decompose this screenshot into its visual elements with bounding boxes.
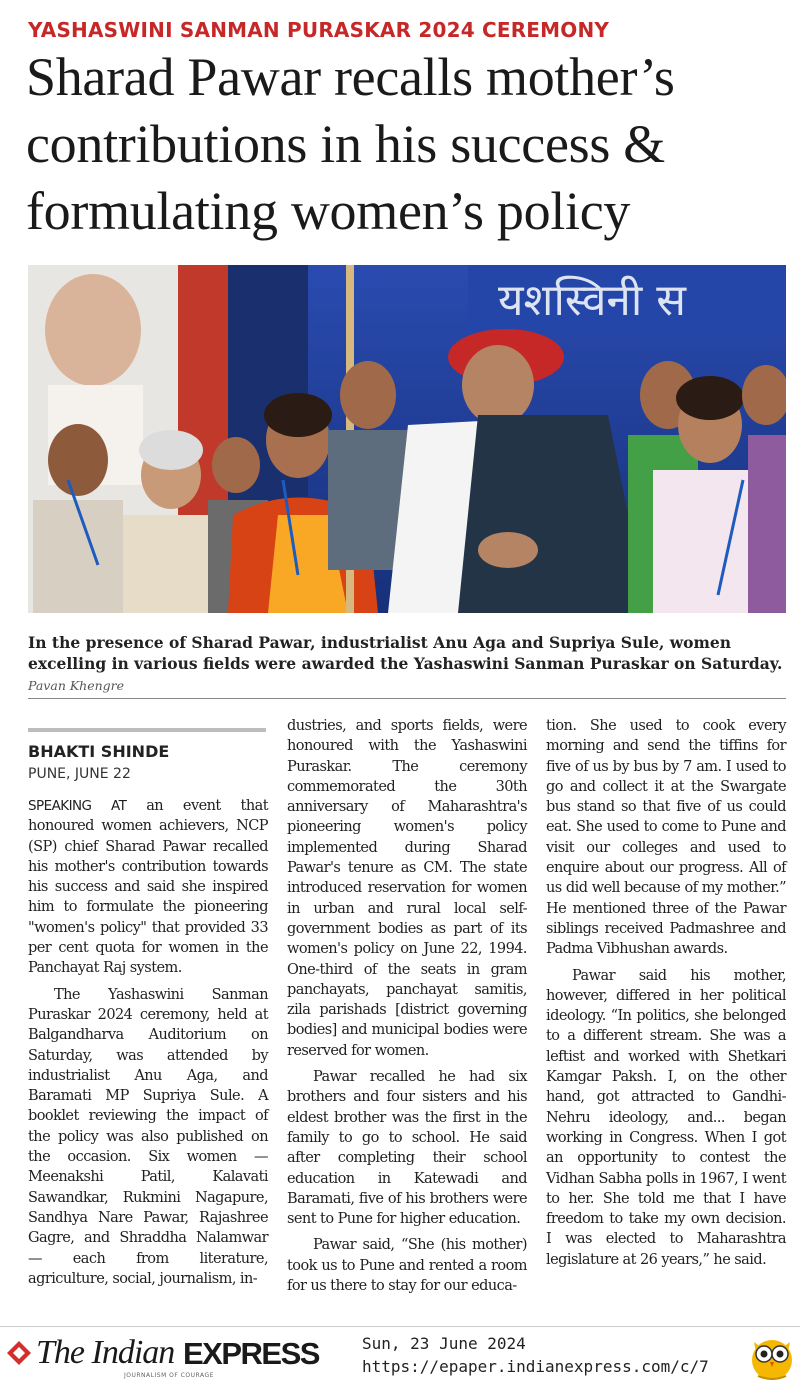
logo-tagline: JOURNALISM OF COURAGE bbox=[124, 1372, 214, 1379]
paragraph: SPEAKING AT an event that honoured women achievers, NCP (SP) chief Sharad Pawar recalled his mother's contribution towards his success and said she inspired him to formulate the pioneering "women's policy" that provided 33 per cent quota for women in the Panchayat Raj system. bbox=[28, 798, 268, 977]
paragraph: dustries, and sports fields, were honoured with the Yashaswini Puraskar. The ceremony commemorated the 30th anniversary of Maharashtra's pioneering women's policy implemented during Sharad Pawar's tenure as CM. The state introduced reservation for women in urban and rural local self-government bodies as part of its women's policy on June 22, 1994. One-third of the seats in gram panchayats, panchayat samitis, zila parishads [district governing bodies] and municipal bodies were reserved for women. bbox=[287, 718, 527, 1059]
headline: Sharad Pawar recalls mother’s contributions in his success & formulating women’s policy bbox=[26, 47, 675, 241]
footer-divider bbox=[0, 1326, 800, 1327]
paragraph: tion. She used to cook every morning and send the tiffins for five of us by bus by 7 am. I used to go and collect it at the Swargate bus stand so that five of us could eat. She used to come to Pune and visit our colleges and used to enquire about our progress. All of us did well because of my mother.” He mentioned three of the Pawar siblings received Padmashree and Padma Vibhushan awards. bbox=[546, 718, 786, 958]
news-photo bbox=[28, 265, 786, 613]
caption-divider bbox=[28, 698, 786, 699]
paragraph: Pawar recalled he had six brothers and four sisters and his eldest brother was the first in the family to go to school. He said after completing their school education in Katewadi and Baramati, five of his brothers were sent to Pune for higher education. bbox=[287, 1069, 527, 1228]
byline: BHAKTI SHINDE bbox=[28, 742, 170, 761]
byline-divider bbox=[28, 728, 266, 732]
article-column-2 bbox=[287, 716, 527, 1296]
section-kicker: YASHASWINI SANMAN PURASKAR 2024 CEREMONY bbox=[28, 18, 610, 42]
logo-the-indian: The Indian bbox=[36, 1334, 175, 1371]
photo-credit: Pavan Khengre bbox=[28, 678, 125, 693]
lead-in: SPEAKING AT bbox=[28, 798, 127, 814]
paragraph: Pawar said, “She (his mother) took us to Pune and rented a room for us there to stay for our educa- bbox=[287, 1237, 527, 1295]
paragraph: The Yashaswini Sanman Puraskar 2024 ceremony, held at Balgandharva Auditorium on Saturday, was attended by industrialist Anu Aga, and Baramati MP Supriya Sule. A booklet reviewing the impact of the policy was also published on the occasion. Six women — Meenakshi Patil, Kalavati Sawandkar, Rukmini Nagapure, Sandhya Nare Pawar, Rajashree Gagre, and Shraddha Nalamwar — each from literature, agriculture, social, journalism, in- bbox=[28, 986, 268, 1287]
caption-text: In the presence of Sharad Pawar, industrialist Anu Aga and Supriya Sule, women excelling in various fields were awarded the Yashaswini Sanman Puraskar on Saturday. bbox=[28, 633, 783, 673]
paragraph: Pawar said his mother, however, differed in her political ideology. “In politics, she belonged to a different stream. She was a leftist and worked with Shetkari Kamgar Paksh. I, on the other hand, got attracted to Gandhi-Nehru ideology, and... began working in Congress. When I got an opportunity to contest the Vidhan Sabha polls in 1967, I went to her. She told me that I have freedom to take my own decision. I was elected to Maharashtra legislature at 26 years,” he said. bbox=[546, 967, 786, 1268]
article-column-1 bbox=[28, 796, 268, 1289]
photo-caption bbox=[28, 632, 786, 696]
epaper-url[interactable]: https://epaper.indianexpress.com/c/7 bbox=[362, 1357, 709, 1376]
svg-text:यशस्विनी स: यशस्विनी स bbox=[498, 275, 686, 326]
logo-express: EXPRESS bbox=[183, 1336, 319, 1371]
article-column-3 bbox=[546, 716, 786, 1270]
dateline: PUNE, JUNE 22 bbox=[28, 766, 131, 782]
owl-mascot-icon bbox=[748, 1328, 796, 1382]
indian-express-logo[interactable] bbox=[6, 1334, 346, 1378]
edition-date: Sun, 23 June 2024 bbox=[362, 1334, 526, 1353]
indian-express-logo-mark-icon bbox=[6, 1340, 32, 1366]
